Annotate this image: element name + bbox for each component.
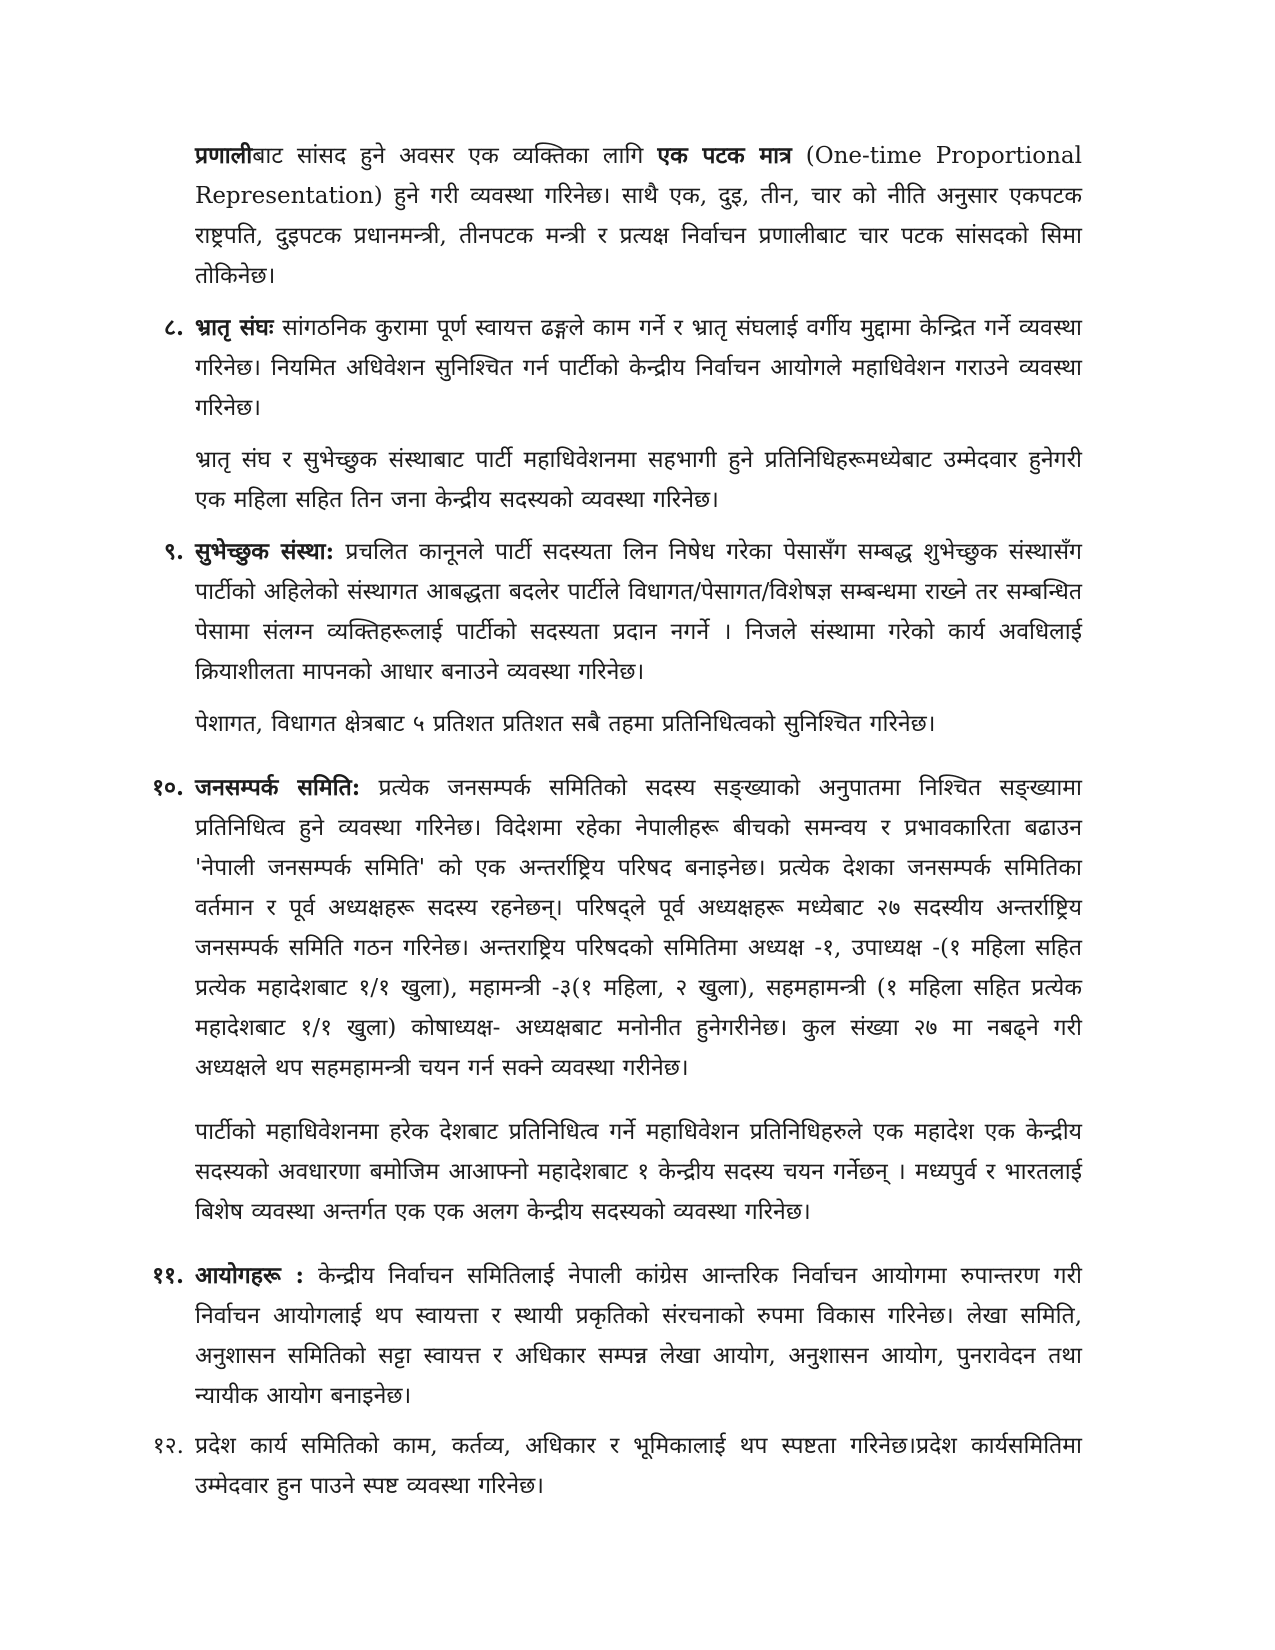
heading-text: एक पटक मात्र — [657, 142, 792, 169]
body-text: सांगठनिक कुरामा पूर्ण स्वायत्त ढङ्गले काम गर्ने र भ्रातृ संघलाई वर्गीय मुद्दामा केन्द्रित गर्ने व्यवस्था गरिनेछ। नियमित अधिवेशन सुनिश्चित गर्न पार्टीको केन्द्रीय निर्वाचन आयोगले महाधिवेशन गराउने व्यवस्था गरिनेछ। — [195, 315, 1082, 421]
item-number: ११. — [152, 1262, 184, 1289]
body-text: प्रचलित कानूनले पार्टी सदस्यता लिन निषेध गरेका पेसासँग सम्बद्ध शुभेच्छुक संस्थासँग पार्टीको अहिलेको संस्थागत आबद्धता बदलेर पार्टीले विधागत/पेसागत/विशेषज्ञ सम्बन्धमा राख्ने तर सम्बन्धित पेसामा संलग्न व्यक्तिहरूलाई पार्टीको सदस्यता प्रदान नगर्ने । निजले संस्थामा गरेको कार्य अवधिलाई क्रियाशीलता मापनको आधार बनाउने व्यवस्था गरिनेछ। — [195, 539, 1082, 685]
heading-text: सुभेच्छुक संस्था: — [195, 538, 335, 565]
body-text: बाट सांसद हुने अवसर एक व्यक्तिका लागि — [252, 143, 658, 169]
heading-text: आयोगहरू : — [195, 1262, 305, 1289]
item-8-sub — [195, 440, 1082, 520]
item-number: १२. — [152, 1433, 184, 1459]
body-text: पेशागत, विधागत क्षेत्रबाट ५ प्रतिशत प्रतिशत सबै तहमा प्रतिनिधित्वको सुनिश्चित गरिनेछ। — [195, 711, 936, 737]
body-text: प्रदेश कार्य समितिको काम, कर्तव्य, अधिकार र भूमिकालाई थप स्पष्टता गरिनेछ।प्रदेश कार्यसमितिमा उम्मेदवार हुन पाउने स्पष्ट व्यवस्था गरिनेछ। — [195, 1433, 1082, 1499]
heading-text: जनसम्पर्क समिति: — [195, 774, 361, 801]
item-number: ९. — [164, 538, 184, 565]
item-9-sub — [195, 704, 1082, 744]
item-10-sub — [195, 1112, 1082, 1232]
document-body — [140, 136, 1082, 1516]
item-12 — [140, 1426, 1082, 1506]
heading-text: प्रणाली — [195, 142, 253, 169]
item-8 — [140, 308, 1082, 428]
heading-text: भ्रातृ संघः — [195, 314, 274, 341]
item-number: ८. — [164, 314, 184, 341]
body-text: भ्रातृ संघ र सुभेच्छुक संस्थाबाट पार्टी महाधिवेशनमा सहभागी हुने प्रतिनिधिहरूमध्येबाट उम्मेदवार हुनेगरी एक महिला सहित तिन जना केन्द्रीय सदस्यको व्यवस्था गरिनेछ। — [195, 447, 1082, 513]
item-9 — [140, 532, 1082, 692]
item-number: १०. — [152, 774, 184, 801]
body-text: प्रत्येक जनसम्पर्क समितिको सदस्य सङ्ख्याको अनुपातमा निश्चित सङ्ख्यामा प्रतिनिधित्व हुने व्यवस्था गरिनेछ। विदेशमा रहेका नेपालीहरू बीचको समन्वय र प्रभावकारिता बढाउन 'नेपाली जनसम्पर्क समिति' को एक अन्तर्राष्ट्रिय परिषद बनाइनेछ। प्रत्येक देशका जनसम्पर्क समितिका वर्तमान र पूर्व अध्यक्षहरू सदस्य रहनेछन्। परिषद्ले पूर्व अध्यक्षहरू मध्येबाट २७ सदस्यीय अन्तर्राष्ट्रिय जनसम्पर्क समिति गठन गरिनेछ। अन्तराष्ट्रिय परिषदको समितिमा अध्यक्ष -१, उपाध्यक्ष -(१ महिला सहित प्रत्येक महादेशबाट १/१ खुला), महामन्त्री -३(१ महिला, २ खुला), सहमहामन्त्री (१ महिला सहित प्रत्येक महादेशबाट १/१ खुला) कोषाध्यक्ष- अध्यक्षबाट मनोनीत हुनेगरीनेछ। कुल संख्या २७ मा नबढ्ने गरी अध्यक्षले थप सहमहामन्त्री चयन गर्न सक्ने व्यवस्था गरीनेछ। — [195, 775, 1082, 1081]
continuation-para — [195, 136, 1082, 296]
body-text: केन्द्रीय निर्वाचन समितिलाई नेपाली कांग्रेस आन्तरिक निर्वाचन आयोगमा रुपान्तरण गरी निर्वाचन आयोगलाई थप स्वायत्ता र स्थायी प्रकृतिको संरचनाको रुपमा विकास गरिनेछ। लेखा समिति, अनुशासन समितिको सट्टा स्वायत्त र अधिकार सम्पन्न लेखा आयोग, अनुशासन आयोग, पुनरावेदन तथा न्यायीक आयोग बनाइनेछ। — [195, 1263, 1082, 1409]
body-text: पार्टीको महाधिवेशनमा हरेक देशबाट प्रतिनिधित्व गर्ने महाधिवेशन प्रतिनिधिहरुले एक महादेश एक केन्द्रीय सदस्यको अवधारणा बमोजिम आआफ्नो महादेशबाट १ केन्द्रीय सदस्य चयन गर्नेछन् । मध्यपुर्व र भारतलाई बिशेष व्यवस्था अन्तर्गत एक एक अलग केन्द्रीय सदस्यको व्यवस्था गरिनेछ। — [195, 1119, 1082, 1225]
body-text: (One-time Proportional Representation) हुने गरी व्यवस्था गरिनेछ। साथै एक, दुइ, तीन, चार को नीति अनुसार एकपटक राष्ट्रपति, दुइपटक प्रधानमन्त्री, तीनपटक मन्त्री र प्रत्यक्ष निर्वाचन प्रणालीबाट चार पटक सांसदको सिमा तोकिनेछ। — [195, 143, 1082, 289]
item-10 — [140, 768, 1082, 1088]
item-11 — [140, 1256, 1082, 1416]
